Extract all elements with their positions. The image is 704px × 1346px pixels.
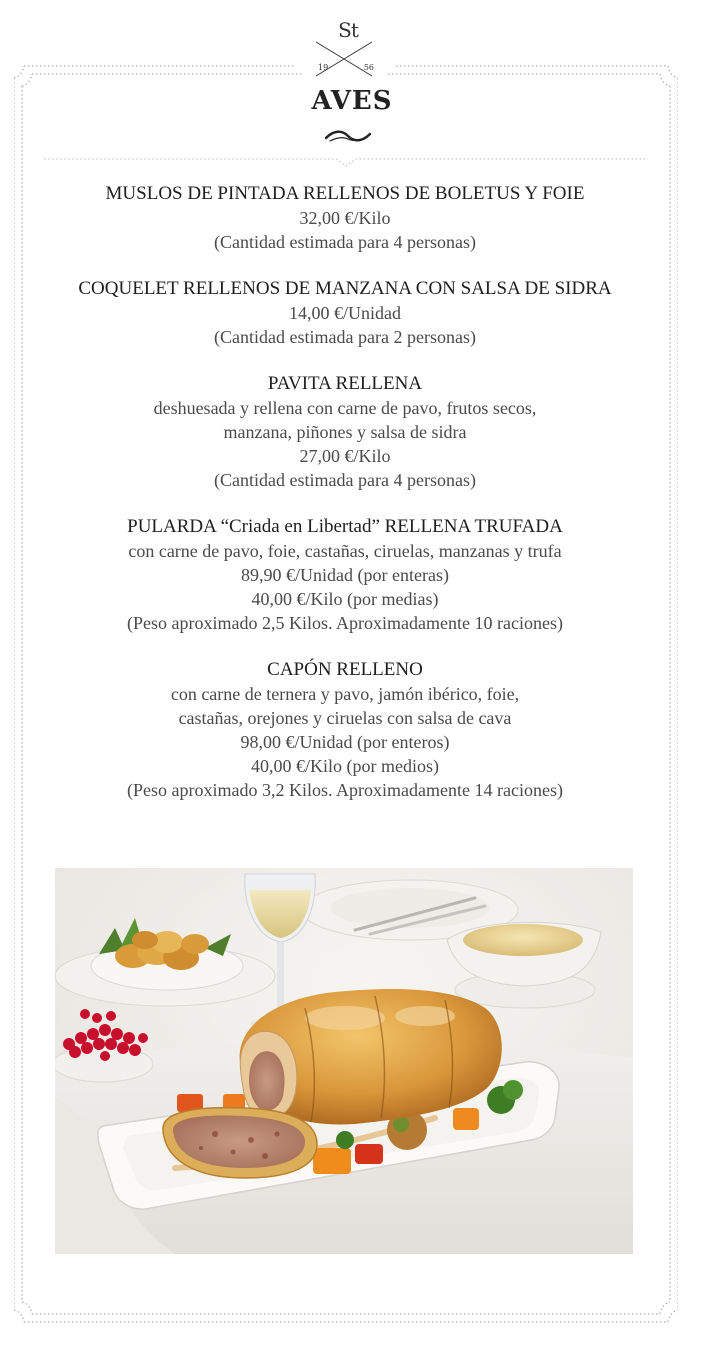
logo-year-left: 19 — [318, 63, 329, 72]
menu-item — [40, 372, 650, 492]
logo-year-right: 56 — [363, 63, 374, 72]
item-note: (Cantidad estimada para 2 personas) — [214, 327, 476, 347]
item-description: manzana, piñones y salsa de sidra — [223, 422, 467, 442]
menu-items — [40, 182, 650, 825]
item-price: 40,00 €/Kilo (por medios) — [251, 756, 439, 776]
menu-item — [40, 515, 650, 635]
menu-item — [40, 277, 650, 349]
item-description: castañas, orejones y ciruelas con salsa de cava — [178, 708, 512, 728]
item-note: (Peso aproximado 2,5 Kilos. Aproximadamente 10 raciones) — [127, 613, 563, 633]
item-price: 98,00 €/Unidad (por enteros) — [240, 732, 450, 752]
item-name: MUSLOS DE PINTADA RELLENOS DE BOLETUS Y FOIE — [105, 183, 585, 204]
logo-monogram: St — [338, 18, 358, 42]
item-description: deshuesada y rellena con carne de pavo, frutos secos, — [153, 398, 537, 418]
item-price: 32,00 €/Kilo — [299, 208, 391, 228]
item-name: PULARDA “Criada en Libertad” RELLENA TRUFADA — [127, 516, 563, 537]
item-note: (Peso aproximado 3,2 Kilos. Aproximadamente 14 raciones) — [127, 780, 563, 800]
food-photo — [55, 868, 633, 1254]
item-price: 14,00 €/Unidad — [289, 303, 401, 323]
item-price: 40,00 €/Kilo (por medias) — [251, 589, 439, 609]
item-name: CAPÓN RELLENO — [267, 659, 423, 680]
menu-item — [40, 182, 650, 254]
flourish-ornament-icon — [324, 128, 372, 144]
roast-capon-platter-illustration — [55, 868, 633, 1254]
brand-logo — [308, 10, 388, 82]
section-title: AVES — [311, 86, 393, 116]
item-price: 27,00 €/Kilo — [299, 446, 391, 466]
menu-item — [40, 658, 650, 802]
item-name: COQUELET RELLENOS DE MANZANA CON SALSA DE SIDRA — [78, 278, 612, 299]
section-divider — [44, 150, 648, 170]
item-description: con carne de pavo, foie, castañas, ciruelas, manzanas y trufa — [128, 541, 562, 561]
item-description: con carne de ternera y pavo, jamón ibérico, foie, — [170, 684, 520, 704]
item-note: (Cantidad estimada para 4 personas) — [214, 470, 476, 490]
item-price: 89,90 €/Unidad (por enteras) — [241, 565, 449, 585]
item-name: PAVITA RELLENA — [267, 373, 423, 394]
item-note: (Cantidad estimada para 4 personas) — [214, 232, 476, 252]
